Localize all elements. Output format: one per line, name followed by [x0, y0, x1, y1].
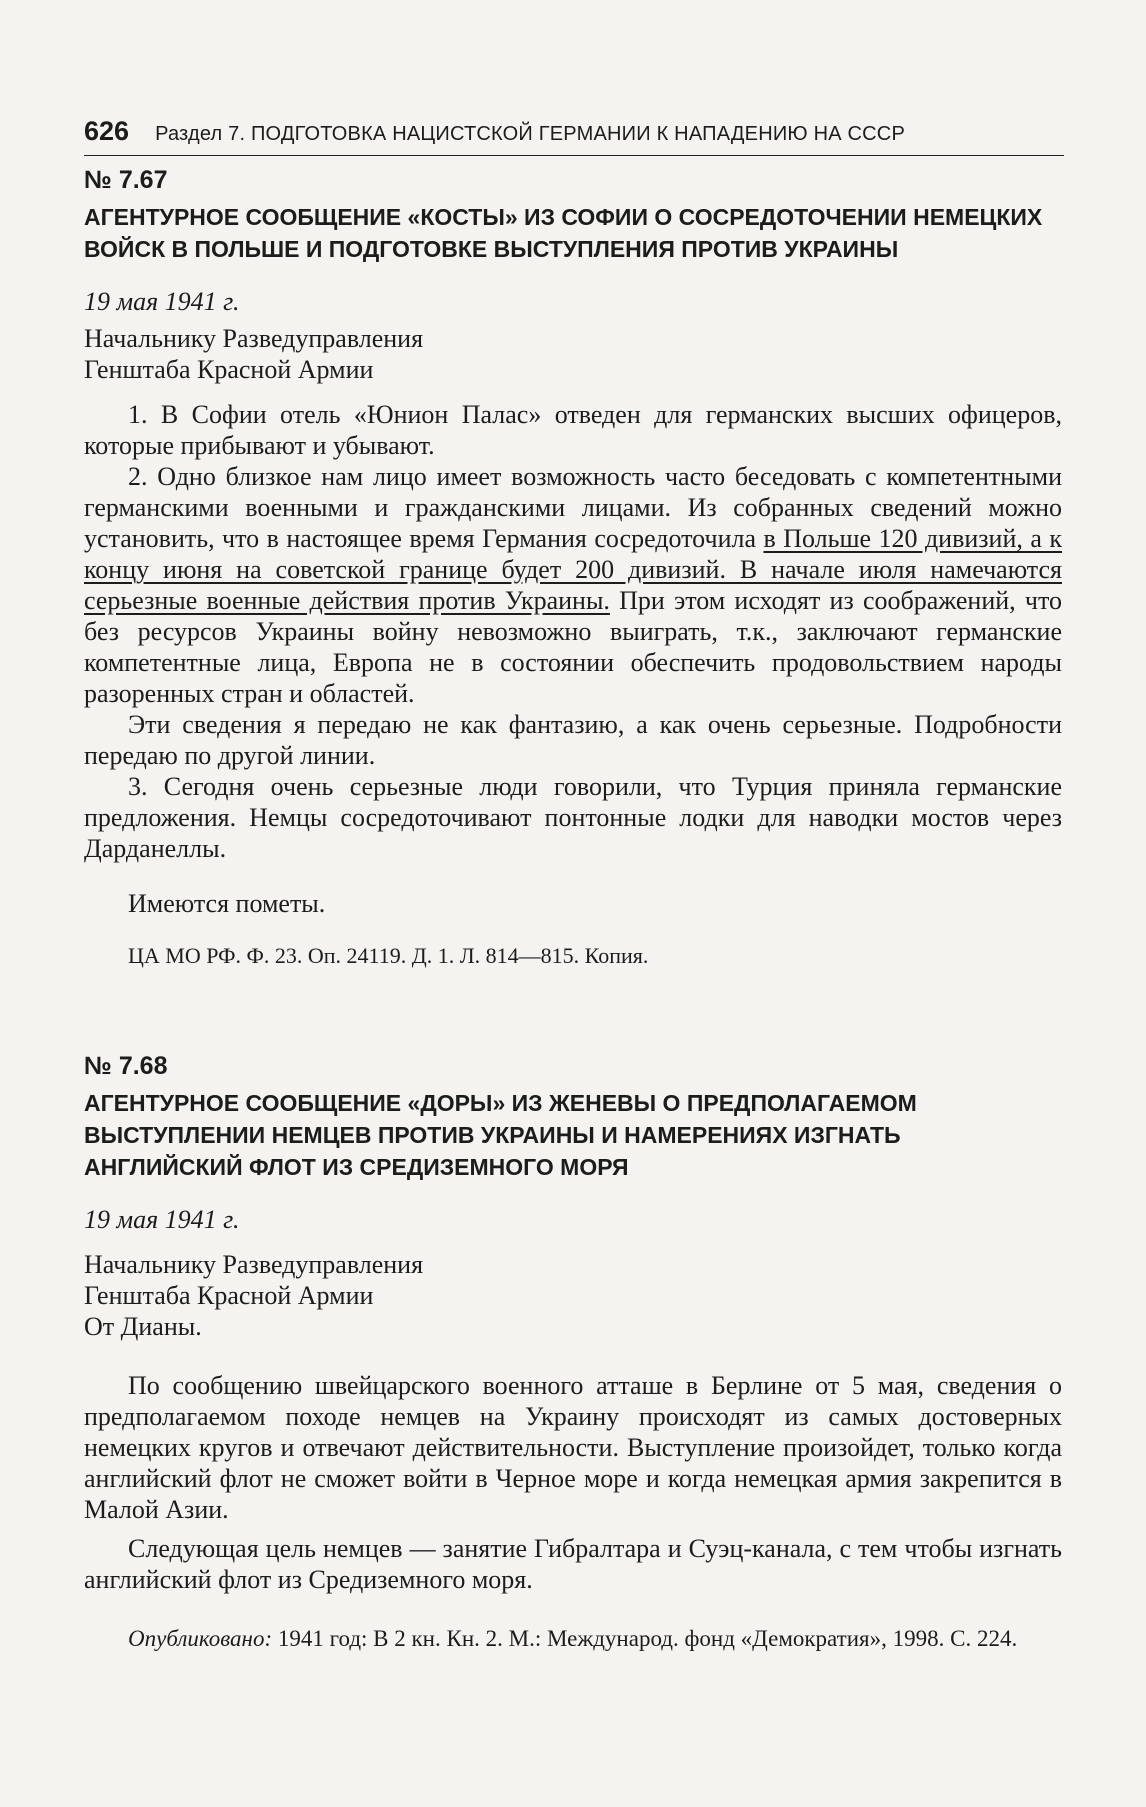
underlined-text: в Польше 120 дивизий, а к концу июня на советской границе будет 200 дивизий. В начале июля намечаются серьезные военные действия против Украины.	[84, 524, 1062, 615]
publication-note	[84, 1623, 1062, 1655]
paragraph	[84, 461, 1062, 709]
document-number: № 7.68	[84, 1052, 168, 1080]
document-number: № 7.67	[84, 166, 168, 194]
document-7-68	[84, 1052, 1062, 1655]
running-title: Раздел 7. ПОДГОТОВКА НАЦИСТСКОЙ ГЕРМАНИИ К НАПАДЕНИЮ НА СССР	[155, 123, 905, 145]
document-7-67	[84, 166, 1062, 971]
addressee-line: От Дианы.	[84, 1312, 202, 1341]
paragraph: Следующая цель немцев — занятие Гибралтара и Суэц-канала, с тем чтобы изгнать английский флот из Средиземного моря.	[84, 1534, 1062, 1594]
addressee-line: Генштаба Красной Армии	[84, 1281, 374, 1310]
addressee-line: Генштаба Красной Армии	[84, 355, 374, 384]
archive-reference: ЦА МО РФ. Ф. 23. Оп. 24119. Д. 1. Л. 814—815. Копия.	[128, 943, 649, 968]
page-number: 626	[84, 116, 130, 146]
note: Имеются пометы.	[128, 889, 326, 918]
paragraph-text: При этом исходят из соображений, что без ресурсов Украины войну невозможно выиграть, т.к., заключают германские компетентные лица, Европа не в состоянии обеспечить продовольствием народы разоренных стран и областей.	[84, 586, 1062, 708]
paragraph: 3. Сегодня очень серьезные люди говорили, что Турция приняла германские предложения. Немцы сосредоточивают понтонные лодки для наводки мостов через Дарданеллы.	[84, 772, 1062, 863]
addressee-line: Начальнику Разведуправления	[84, 1250, 424, 1279]
document-date: 19 мая 1941 г.	[84, 1205, 240, 1234]
published-text: 1941 год: В 2 кн. Кн. 2. М.: Международ. фонд «Демократия», 1998. С. 224.	[272, 1626, 1018, 1651]
paragraph: 1. В Софии отель «Юнион Палас» отведен для германских высших офицеров, которые прибывают и убывают.	[84, 400, 1062, 460]
addressee-line: Начальнику Разведуправления	[84, 324, 424, 353]
document-title: АГЕНТУРНОЕ СООБЩЕНИЕ «КОСТЫ» ИЗ СОФИИ О СОСРЕДОТОЧЕНИИ НЕМЕЦКИХ ВОЙСК В ПОЛЬШЕ И ПОДГОТОВКЕ ВЫСТУПЛЕНИЯ ПРОТИВ УКРАИНЫ	[84, 204, 1043, 262]
paragraph: По сообщению швейцарского военного атташе в Берлине от 5 мая, сведения о предполагаемом походе немцев на Украину происходят из самых достоверных немецких кругов и отвечают действительности. Выступление произойдет, только когда английский флот не сможет войти в Черное море и когда немецкая армия закрепится в Малой Азии.	[84, 1371, 1062, 1524]
page-header	[84, 116, 1064, 156]
paragraph: Эти сведения я передаю не как фантазию, а как очень серьезные. Подробности передаю по другой линии.	[84, 710, 1062, 770]
document-title: АГЕНТУРНОЕ СООБЩЕНИЕ «ДОРЫ» ИЗ ЖЕНЕВЫ О ПРЕДПОЛАГАЕМОМ ВЫСТУПЛЕНИИ НЕМЦЕВ ПРОТИВ УКРАИНЫ И НАМЕРЕНИЯХ ИЗГНАТЬ АНГЛИЙСКИЙ ФЛОТ ИЗ СРЕДИЗЕМНОГО МОРЯ	[84, 1090, 917, 1180]
document-date: 19 мая 1941 г.	[84, 287, 240, 316]
paragraph-text: 2. Одно близкое нам лицо имеет возможность часто беседовать с компетентными германскими военными и гражданскими лицами. Из собранных сведений можно установить, что в настоящее время Германия сосредоточила	[84, 462, 1062, 553]
published-label: Опубликовано:	[128, 1626, 273, 1651]
